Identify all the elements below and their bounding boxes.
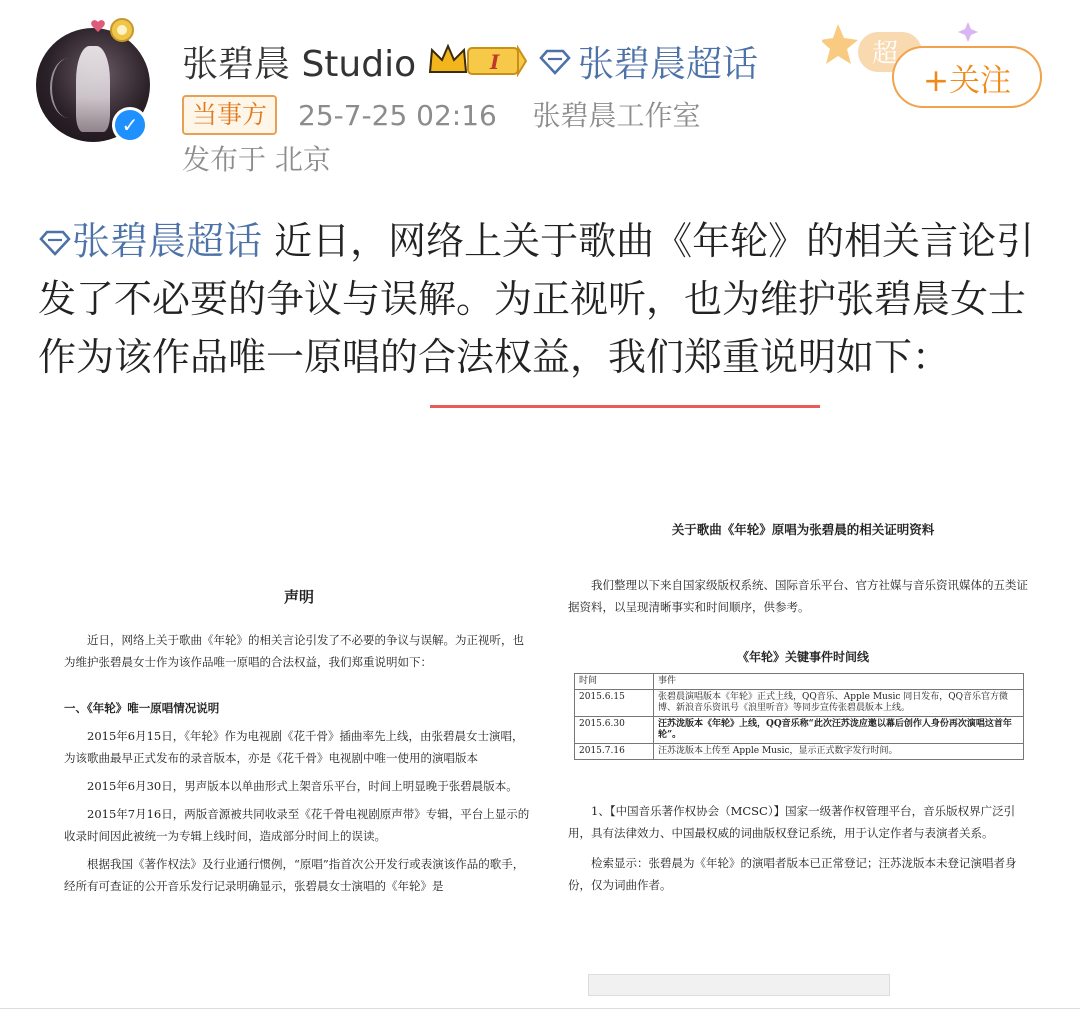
follow-deco-text: 超 xyxy=(872,39,899,69)
statement-title: 声明 xyxy=(283,588,314,606)
crown-level-icon xyxy=(428,42,528,78)
table-cell-time: 2015.6.30 xyxy=(575,717,654,744)
statement-document xyxy=(64,484,534,897)
timeline-title: 《年轮》关键事件时间线 xyxy=(736,650,869,664)
topic-diamond-icon xyxy=(38,230,72,256)
role-badge: 当事方 xyxy=(182,95,277,135)
avatar-figure xyxy=(76,46,110,132)
statement-paragraph: 2015年7月16日，两版音源被共同收录至《花千骨电视剧原声带》专辑，平台上显示的收录时间因此被统一为专辑上线时间，造成部分时间上的误读。 xyxy=(64,807,530,843)
username[interactable]: 张碧晨 Studio xyxy=(182,44,417,85)
table-header-cell: 事件 xyxy=(654,674,1024,690)
post-source[interactable]: 张碧晨工作室 xyxy=(532,99,701,132)
table-header-cell: 时间 xyxy=(575,674,654,690)
evidence-title: 关于歌曲《年轮》原唱为张碧晨的相关证明资料 xyxy=(671,522,935,537)
search-screenshot-strip xyxy=(588,974,890,996)
timeline-table xyxy=(574,673,1024,760)
highlight-underline xyxy=(430,405,820,408)
table-cell-event: 张碧晨演唱版本《年轮》正式上线，QQ音乐、Apple Music 同日发布，QQ音乐官方微博、新浪音乐资讯号《浪里听音》等同步宣传张碧晨版本上线。 xyxy=(654,690,1024,717)
post-location: 发布于 北京 xyxy=(182,143,331,176)
post-topic-link[interactable] xyxy=(38,219,262,263)
table-row xyxy=(575,690,1024,717)
divider xyxy=(0,1008,1080,1009)
post-timestamp: 25-7-25 02:16 xyxy=(298,99,497,132)
table-row xyxy=(575,717,1024,744)
post-image[interactable] xyxy=(0,484,1080,1000)
table-cell-event: 汪苏泷版本上传至 Apple Music，显示正式数字发行时间。 xyxy=(654,744,1024,760)
post-body: 近日，网络上关于歌曲《年轮》的相关言论引发了不必要的争议与误解。为正视听，也为维护张碧晨女士作为该作品唯一原唱的合法权益，我们郑重说明如下： xyxy=(38,219,1035,379)
evidence-document xyxy=(568,484,1038,896)
verified-icon: ✓ xyxy=(112,107,148,143)
post-text xyxy=(38,212,1048,386)
post-topic-label: 张碧晨超话 xyxy=(72,219,263,263)
post-meta xyxy=(298,94,701,134)
statement-paragraph: 2015年6月30日，男声版本以单曲形式上架音乐平台，时间上明显晚于张碧晨版本。 xyxy=(87,779,518,793)
supertopic-label: 张碧晨超话 xyxy=(578,44,759,85)
table-cell-event: 汪苏泷版本《年轮》上线，QQ音乐称“此次汪苏泷应邀以幕后创作人身份再次演唱这首年轮”。 xyxy=(654,717,1024,744)
table-header-row xyxy=(575,674,1024,690)
follow-button[interactable]: +关注 xyxy=(892,46,1042,108)
level-text: I xyxy=(490,50,500,74)
statement-paragraph: 2015年6月15日，《年轮》作为电视剧《花千骨》插曲率先上线，由张碧晨女士演唱，为该歌曲最早正式发布的录音版本，亦是《花千骨》电视剧中唯一使用的演唱版本 xyxy=(64,729,524,765)
table-cell-time: 2015.6.15 xyxy=(575,690,654,717)
evidence-paragraph: 检索显示：张碧晨为《年轮》的演唱者版本已正常登记；汪苏泷版本未登记演唱者身份，仅为词曲作者。 xyxy=(568,856,1017,892)
evidence-paragraph: 1、【中国音乐著作权协会（MCSC）】国家一级著作权管理平台，音乐版权界广泛引用，具有法律效力、中国最权威的词曲版权登记系统，用于认定作者与表演者关系。 xyxy=(568,804,1016,840)
table-cell-time: 2015.7.16 xyxy=(575,744,654,760)
supertopic-diamond-icon xyxy=(538,49,572,75)
statement-paragraph: 根据我国《著作权法》及行业通行惯例，“原唱”指首次公开发行或表演该作品的歌手，经所有可查证的公开音乐发行记录明确显示，张碧晨女士演唱的《年轮》是 xyxy=(64,857,525,893)
evidence-intro: 我们整理以下来自国家级版权系统、国际音乐平台、官方社媒与音乐资讯媒体的五类证据资料，以呈现清晰事实和时间顺序，供参考。 xyxy=(568,578,1028,614)
statement-section-heading: 一、《年轮》唯一原唱情况说明 xyxy=(64,701,220,715)
avatar-frame-heart-icon xyxy=(88,14,140,50)
table-row xyxy=(575,744,1024,760)
statement-intro: 近日，网络上关于歌曲《年轮》的相关言论引发了不必要的争议与误解。为正视听，也为维护张碧晨女士作为该作品唯一原唱的合法权益，我们郑重说明如下： xyxy=(64,633,524,669)
supertopic-link[interactable] xyxy=(538,36,758,87)
